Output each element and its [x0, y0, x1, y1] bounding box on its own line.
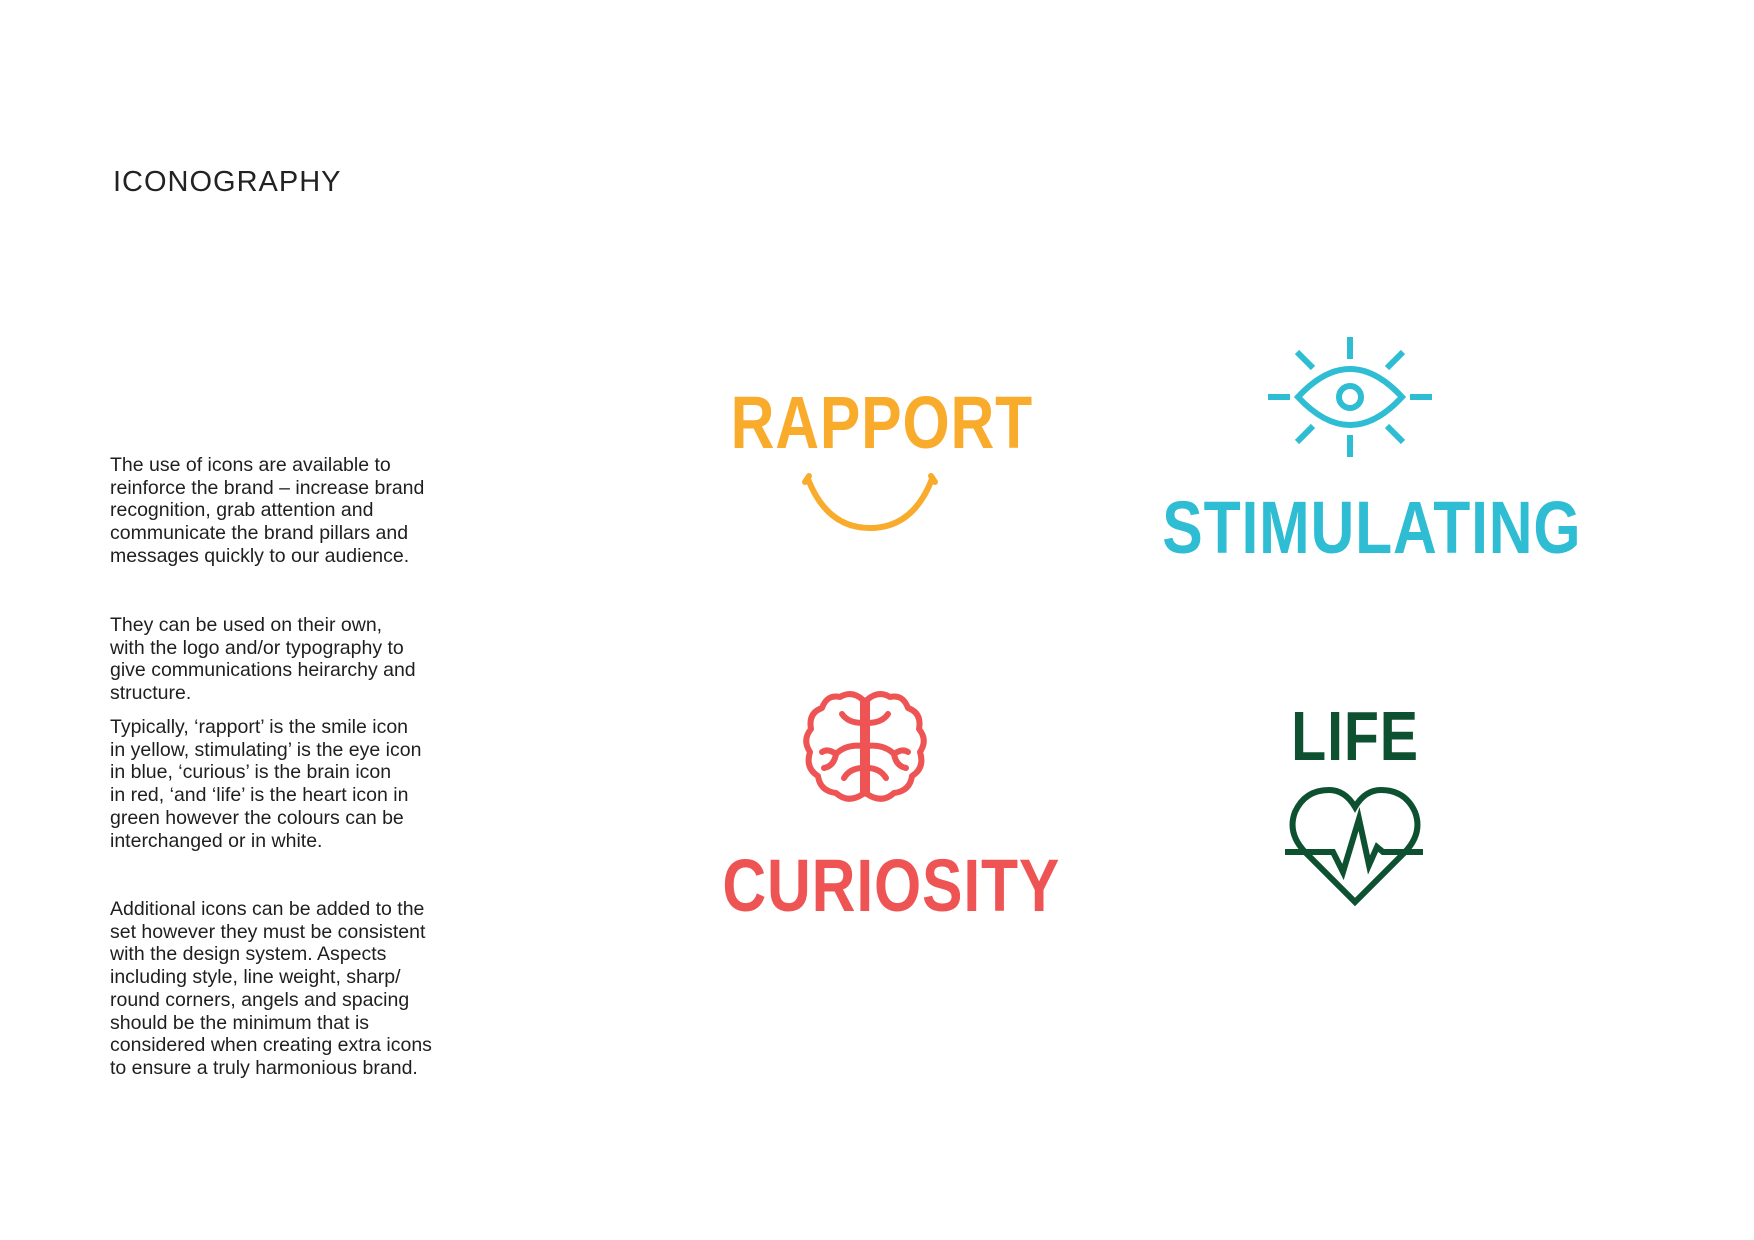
heartbeat-icon [1285, 785, 1425, 910]
usage-paragraph: They can be used on their own, with the logo and/or typography to give communications heirarchy and structure. [110, 614, 416, 705]
smile-icon [795, 470, 945, 535]
rapport-wordmark: RAPPORT [730, 381, 1034, 464]
intro-paragraph: The use of icons are available to reinforce the brand – increase brand recognition, grab attention and communicate the brand pillars and messages quickly to our audience. [110, 454, 425, 567]
additional-icons-paragraph: Additional icons can be added to the set however they must be consistent with the design system. Aspects including style, line weight, sharp/ round corners, angels and spacing should be the minimum that is considered when creating extra icons to ensure a truly harmonious brand. [110, 898, 432, 1079]
page-title: ICONOGRAPHY [113, 166, 342, 198]
colour-paragraph: Typically, ‘rapport’ is the smile icon in yellow, stimulating’ is the eye icon in blue, ‘curious’ is the brain icon in red, ‘and ‘life’ is the heart icon in green however the colours can be interchanged or in white. [110, 716, 422, 852]
brain-icon [800, 688, 930, 806]
stimulating-wordmark: STIMULATING [1162, 486, 1582, 569]
eye-icon [1265, 335, 1435, 460]
life-wordmark: LIFE [1291, 697, 1419, 775]
curiosity-wordmark: CURIOSITY [722, 844, 1061, 927]
